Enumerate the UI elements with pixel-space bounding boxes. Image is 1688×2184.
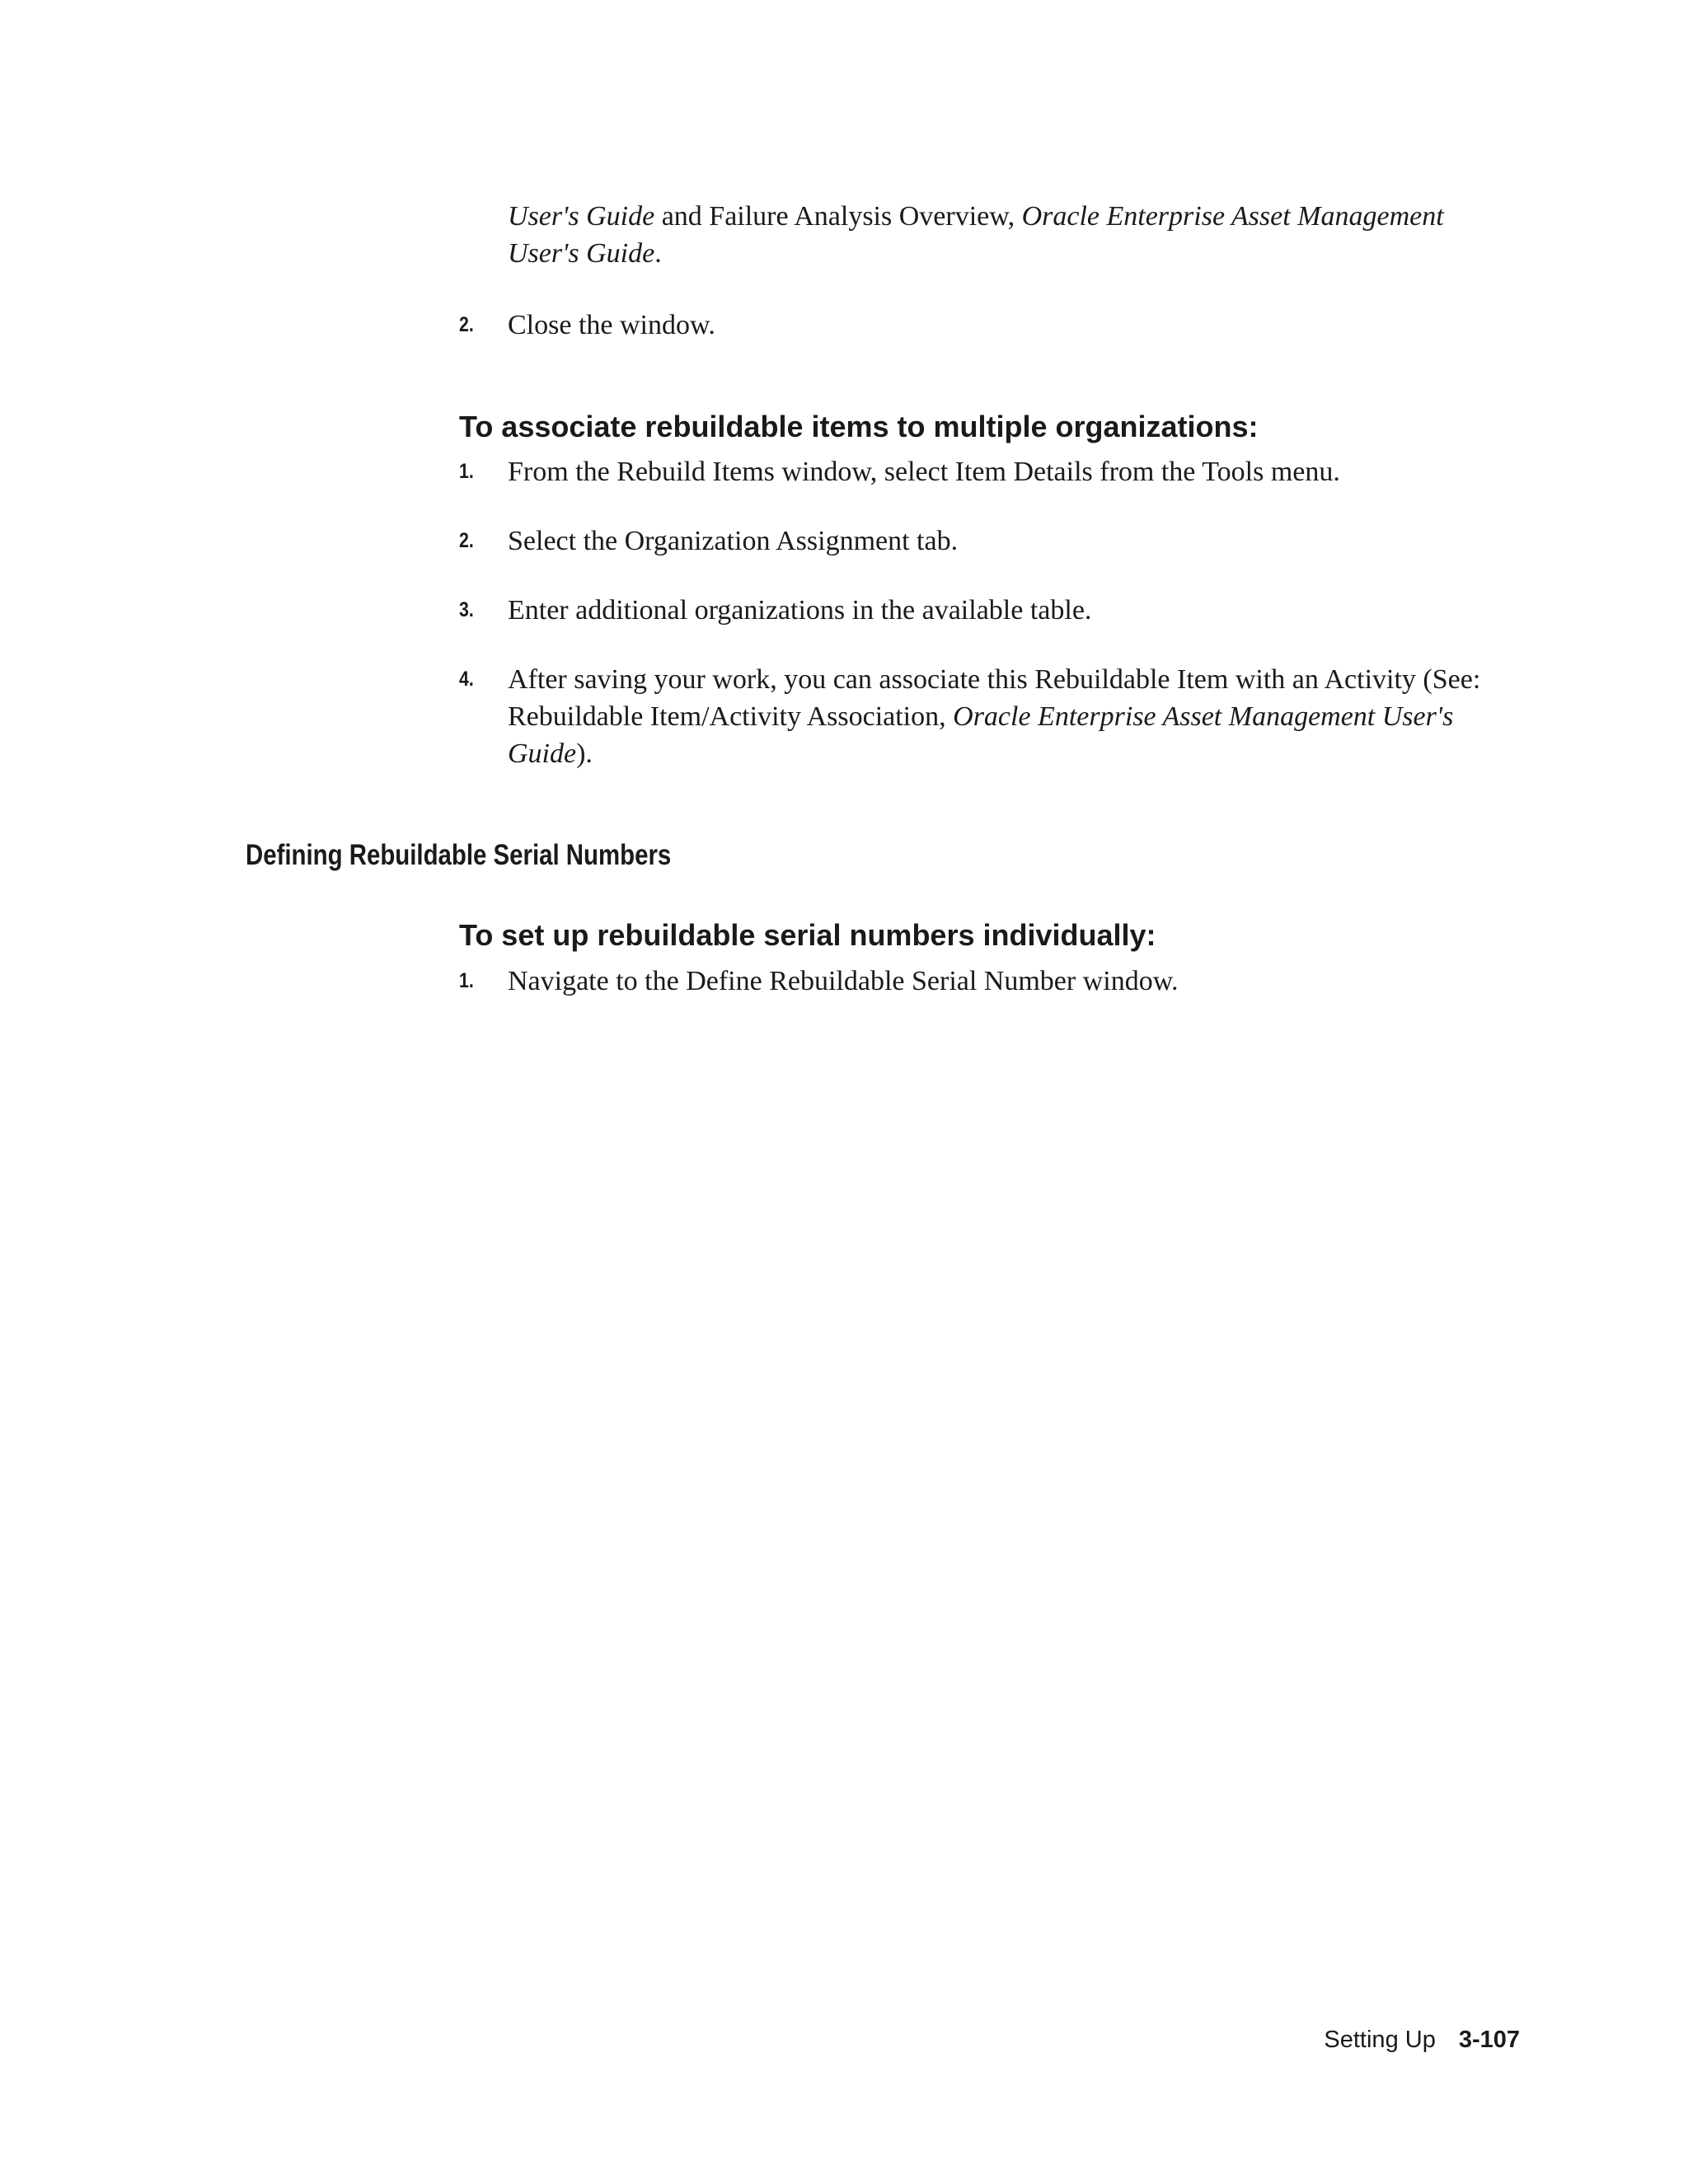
footer-section-title: Setting Up	[1324, 2027, 1436, 2053]
step-text	[508, 661, 1522, 772]
page-number: 3-107	[1458, 2027, 1520, 2053]
step-number: 1.	[459, 460, 474, 483]
guide-reference: Oracle Enterprise Asset Management User's Guide	[508, 701, 1454, 769]
continuation-text: and Failure Analysis Overview,	[654, 201, 1022, 232]
step-number: 4.	[459, 668, 474, 691]
continuation-punctuation: .	[654, 238, 662, 269]
step-text: Navigate to the Define Rebuildable Serial Number window.	[508, 966, 1179, 996]
step-number: 2.	[459, 529, 474, 552]
procedure-heading: To set up rebuildable serial numbers individually:	[459, 918, 1156, 952]
step-number: 3.	[459, 598, 474, 621]
step-text-part: After saving your work, you can associate this Rebuildable Item with an Activity (See: Rebuildable Item/Activity Association,	[508, 664, 1481, 732]
step-text-part: ).	[576, 738, 593, 769]
section-heading: Defining Rebuildable Serial Numbers	[246, 839, 672, 871]
step-text: Enter additional organizations in the available table.	[508, 595, 1092, 626]
procedure-heading: To associate rebuildable items to multiple organizations:	[459, 410, 1259, 443]
step-number: 2.	[459, 313, 474, 336]
continuation-paragraph	[508, 198, 1522, 272]
step-number: 1.	[459, 969, 474, 992]
step-text: Select the Organization Assignment tab.	[508, 526, 959, 556]
guide-reference: Oracle Enterprise Asset Management User's Guide	[508, 201, 1444, 269]
step-text: Close the window.	[508, 310, 715, 340]
guide-reference: User's Guide	[508, 201, 655, 232]
page-footer	[1324, 2023, 1520, 2056]
step-text: From the Rebuild Items window, select Item Details from the Tools menu.	[508, 457, 1340, 487]
